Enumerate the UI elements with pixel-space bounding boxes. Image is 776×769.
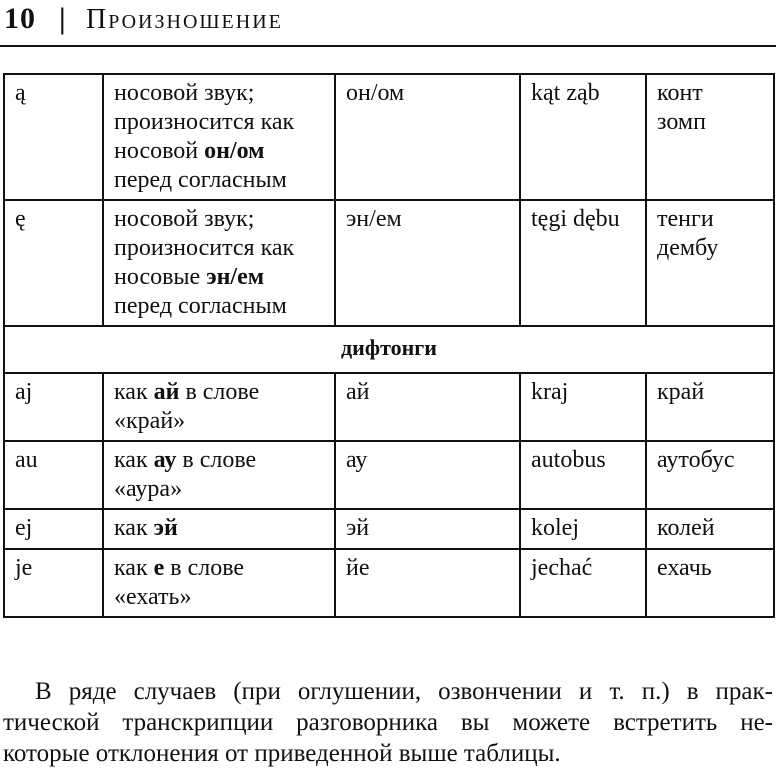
description-bold-segment: ау — [153, 447, 177, 473]
reading-word: аутобус — [657, 447, 735, 473]
description-segment: перед согласным — [114, 293, 287, 319]
table-row — [4, 509, 774, 549]
table-row — [4, 441, 774, 509]
example-word: kolej — [531, 515, 579, 541]
description-segment: «ехать» — [114, 584, 192, 610]
description-segment: как — [114, 379, 154, 405]
description-segment: «аура» — [114, 476, 183, 502]
letter-cell — [4, 74, 103, 200]
example-cell — [520, 549, 646, 617]
reading-cell — [646, 441, 774, 509]
description-segment: в слове — [179, 379, 260, 405]
header-rule — [0, 45, 776, 47]
reading-word: тенги — [657, 206, 714, 232]
description-segment: носовые — [114, 264, 207, 290]
footnote-line: В ряде случаев (при оглушении, озвончении и т. п.) в прак- — [35, 678, 773, 705]
description-bold-segment: он/ом — [204, 138, 265, 164]
description-segment: перед согласным — [114, 167, 287, 193]
description-cell — [103, 373, 335, 441]
transcription-cell — [335, 509, 520, 549]
example-word: kąt ząb — [531, 80, 600, 106]
reading-word: край — [657, 379, 705, 405]
description-line — [114, 79, 324, 108]
reading-word: дембу — [657, 235, 719, 261]
description-segment: произносится как — [114, 109, 295, 135]
letter: ej — [15, 515, 33, 541]
letter: ą — [15, 80, 26, 106]
description-line — [114, 108, 324, 137]
reading-word: зомп — [657, 109, 706, 135]
description-segment: носовой звук; — [114, 206, 255, 232]
description-segment: как — [114, 555, 154, 581]
description-cell — [103, 441, 335, 509]
description-line — [114, 292, 324, 321]
table-row — [4, 74, 774, 200]
letter-cell — [4, 441, 103, 509]
description-bold-segment: е — [153, 555, 165, 581]
description-line — [114, 205, 324, 234]
description-bold-segment: ай — [153, 379, 180, 405]
description-cell — [103, 509, 335, 549]
footnote-line: тической транскрипции разговорника вы можете встретить не- — [3, 709, 773, 736]
description-segment: как — [114, 447, 154, 473]
letter: au — [15, 447, 38, 473]
transcription: он/ом — [346, 80, 405, 106]
letter-cell — [4, 509, 103, 549]
transcription: ай — [346, 379, 370, 405]
section-row — [4, 326, 774, 373]
example-word: jechać — [531, 555, 593, 581]
letter: ę — [15, 206, 26, 232]
description-line — [114, 446, 324, 475]
transcription: йе — [346, 555, 370, 581]
description-segment: носовой звук; — [114, 80, 255, 106]
transcription-cell — [335, 200, 520, 326]
reading-word: конт — [657, 80, 703, 106]
description-line — [114, 378, 324, 407]
description-line — [114, 137, 324, 166]
description-line — [114, 263, 324, 292]
page-header — [0, 0, 776, 47]
example-cell — [520, 509, 646, 549]
letter: je — [15, 555, 33, 581]
description-segment: как — [114, 515, 154, 541]
table-row — [4, 373, 774, 441]
reading-cell — [646, 373, 774, 441]
reading-word: колей — [657, 515, 715, 541]
reading-cell — [646, 74, 774, 200]
reading-cell — [646, 549, 774, 617]
table-row — [4, 549, 774, 617]
description-cell — [103, 74, 335, 200]
description-line — [114, 514, 324, 543]
reading-cell — [646, 200, 774, 326]
description-cell — [103, 200, 335, 326]
transcription: ау — [346, 447, 368, 473]
letter: aj — [15, 379, 33, 405]
example-cell — [520, 200, 646, 326]
description-line — [114, 554, 324, 583]
description-cell — [103, 549, 335, 617]
description-segment: носовой — [114, 138, 205, 164]
letter-cell — [4, 549, 103, 617]
transcription-cell — [335, 441, 520, 509]
example-cell — [520, 373, 646, 441]
footnote-paragraph — [3, 676, 773, 769]
example-word: kraj — [531, 379, 569, 405]
table-row — [4, 200, 774, 326]
description-segment: в слове — [176, 447, 257, 473]
transcription: эй — [346, 515, 370, 541]
description-line — [114, 583, 324, 612]
description-segment: «край» — [114, 408, 186, 434]
example-word: autobus — [531, 447, 606, 473]
reading-word: ехачь — [657, 555, 712, 581]
footnote-line: которые отклонения от приведенной выше таблицы. — [3, 740, 561, 767]
description-line — [114, 234, 324, 263]
page-number: 10 — [4, 2, 36, 35]
description-line — [114, 407, 324, 436]
transcription-cell — [335, 373, 520, 441]
description-segment: произносится как — [114, 235, 295, 261]
letter-cell — [4, 200, 103, 326]
letter-cell — [4, 373, 103, 441]
example-cell — [520, 74, 646, 200]
pronunciation-table — [3, 73, 775, 618]
description-segment: в слове — [164, 555, 245, 581]
chapter-title: Произношение — [86, 4, 283, 35]
example-word: tęgi dębu — [531, 206, 620, 232]
section-label: дифтонги — [4, 326, 774, 373]
description-bold-segment: эн/ем — [206, 264, 265, 290]
transcription-cell — [335, 74, 520, 200]
transcription: эн/ем — [346, 206, 402, 232]
reading-cell — [646, 509, 774, 549]
description-line — [114, 166, 324, 195]
description-line — [114, 475, 324, 504]
header-separator: | — [59, 2, 66, 35]
description-bold-segment: эй — [153, 515, 178, 541]
transcription-cell — [335, 549, 520, 617]
example-cell — [520, 441, 646, 509]
